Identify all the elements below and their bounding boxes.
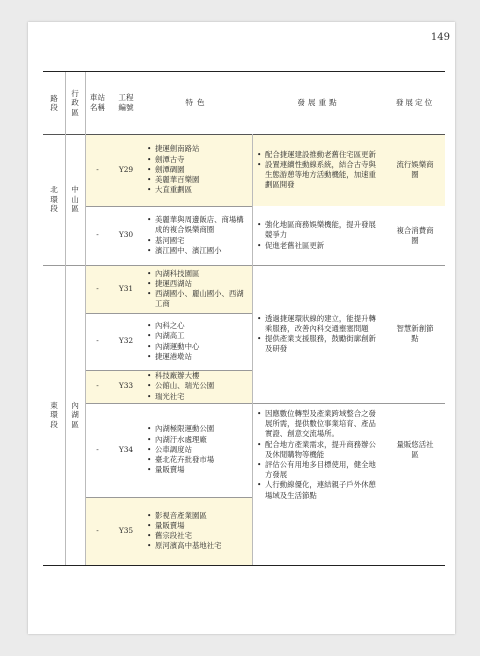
station-cell: - bbox=[85, 403, 110, 497]
feature-item: • 公車調度站 bbox=[146, 445, 214, 455]
features-cell bbox=[142, 370, 252, 403]
row-divider bbox=[43, 265, 445, 266]
feature-item: • 美麗華與周邊飯店、商場構成的複合娛樂商圈 bbox=[146, 215, 248, 235]
focus-item: • 提供產業支援服務，鼓勵街廓創新及研發 bbox=[256, 334, 381, 354]
positioning-cell: 流行娛樂商圈 bbox=[385, 134, 445, 206]
feature-item: • 劍潭古寺 bbox=[146, 155, 199, 165]
station-cell: - bbox=[85, 497, 110, 565]
district-neihu: 內湖區 bbox=[71, 400, 79, 429]
header-district: 行政區 bbox=[71, 88, 79, 117]
feature-item: • 量販賣場 bbox=[146, 465, 214, 475]
code-cell: Y31 bbox=[110, 265, 142, 313]
feature-item: • 內湖科技園區 bbox=[146, 269, 248, 279]
positioning-cell: 複合消費商圈 bbox=[385, 206, 445, 265]
focus-item: • 透過捷運環狀線的建立，能提升轉乘服務，改善內科交通壅塞問題 bbox=[256, 314, 381, 334]
row-divider bbox=[85, 313, 252, 314]
feature-item: • 基河國宅 bbox=[146, 236, 248, 246]
code-cell: Y35 bbox=[110, 497, 142, 565]
station-cell: - bbox=[85, 265, 110, 313]
feature-item: • 量販賣場 bbox=[146, 521, 222, 531]
header-positioning: 發展定位 bbox=[395, 97, 435, 107]
code-cell: Y33 bbox=[110, 370, 142, 403]
feature-item: • 西湖國小、麗山國小、西湖工商 bbox=[146, 289, 248, 309]
features-cell bbox=[142, 497, 252, 565]
code-cell: Y29 bbox=[110, 134, 142, 206]
development-table bbox=[43, 71, 445, 566]
header-focus: 發展重點 bbox=[297, 97, 340, 107]
header-code: 工程編號 bbox=[118, 93, 134, 112]
code-cell: Y30 bbox=[110, 206, 142, 265]
page-number: 149 bbox=[430, 32, 450, 43]
focus-item: • 評估公有用地多目標使用，健全地方發展 bbox=[256, 460, 381, 480]
feature-item: • 大直重劃區 bbox=[146, 185, 199, 195]
feature-item: • 捷運劍南路站 bbox=[146, 144, 199, 154]
feature-item: • 內湖運動中心 bbox=[146, 342, 199, 352]
features-cell bbox=[142, 206, 252, 265]
feature-item: • 捷運港墘站 bbox=[146, 352, 199, 362]
features-cell bbox=[142, 313, 252, 370]
code-cell: Y34 bbox=[110, 403, 142, 497]
positioning-cell-empty bbox=[385, 497, 445, 565]
features-cell bbox=[142, 265, 252, 313]
row-divider bbox=[85, 206, 252, 207]
row-divider bbox=[85, 370, 252, 371]
feature-item: • 臺北花卉批發市場 bbox=[146, 455, 214, 465]
feature-item: • 濱江國中、濱江國小 bbox=[146, 246, 248, 256]
features-cell bbox=[142, 134, 252, 206]
feature-item: • 瑞光社宅 bbox=[146, 392, 214, 402]
focus-item: • 促進老舊社區更新 bbox=[256, 241, 381, 251]
code-cell: Y32 bbox=[110, 313, 142, 370]
station-cell: - bbox=[85, 206, 110, 265]
header-road: 路段 bbox=[50, 93, 58, 112]
column-divider bbox=[85, 72, 86, 565]
feature-item: • 內湖極限運動公園 bbox=[146, 424, 214, 434]
focus-cell bbox=[252, 134, 385, 206]
feature-item: • 公館山、瑞光公園 bbox=[146, 381, 214, 391]
row-divider bbox=[85, 403, 445, 404]
positioning-cell: 智慧新創節點 bbox=[385, 265, 445, 403]
focus-item: • 配合地方產業需求，提升商務辦公及休閒購物等機能 bbox=[256, 440, 381, 460]
feature-item: • 內湖高工 bbox=[146, 331, 199, 341]
features-cell bbox=[142, 403, 252, 497]
focus-cell bbox=[252, 265, 385, 403]
focus-item: • 因應數位轉型及產業跨域整合之發展所需，提供數位事業培育、產品實證、創意交流場所。 bbox=[256, 409, 381, 440]
focus-item: • 配合捷運建設推動老舊住宅區更新 bbox=[256, 150, 381, 160]
feature-item: • 劍潭碉園 bbox=[146, 165, 199, 175]
row-divider bbox=[85, 497, 252, 498]
feature-item: • 科技廠辦大樓 bbox=[146, 371, 214, 381]
header-station: 車站名稱 bbox=[89, 93, 106, 112]
focus-item: • 人行動線優化，連結親子戶外休憩場域及生活節點 bbox=[256, 480, 381, 500]
station-cell: - bbox=[85, 370, 110, 403]
feature-item: • 捷運西湖站 bbox=[146, 279, 248, 289]
column-divider bbox=[252, 134, 253, 565]
focus-item: • 強化地區商務娛樂機能，提升發展競爭力 bbox=[256, 220, 381, 240]
district-zhongshan: 中山區 bbox=[71, 185, 79, 214]
positioning-cell: 量販悠活社區 bbox=[385, 403, 445, 497]
station-cell: - bbox=[85, 313, 110, 370]
feature-item: • 影視音產業園區 bbox=[146, 511, 222, 521]
segment-north: 北環段 bbox=[50, 185, 58, 214]
segment-east: 東環段 bbox=[50, 400, 58, 429]
feature-item: • 美麗華百樂園 bbox=[146, 175, 199, 185]
column-divider bbox=[65, 72, 66, 565]
feature-item: • 原河濱高中基地社宅 bbox=[146, 541, 222, 551]
feature-item: • 舊宗段社宅 bbox=[146, 531, 222, 541]
feature-item: • 內湖汙水處理廠 bbox=[146, 435, 214, 445]
focus-item: • 設置連續性動線系統，結合古寺與生態游憩等地方活動機能，加速重劃區開發 bbox=[256, 160, 381, 191]
feature-item: • 內科之心 bbox=[146, 321, 199, 331]
focus-cell bbox=[252, 206, 385, 265]
station-cell: - bbox=[85, 134, 110, 206]
header-features: 特色 bbox=[185, 97, 209, 107]
header-rule bbox=[43, 134, 445, 135]
focus-cell bbox=[252, 403, 385, 565]
